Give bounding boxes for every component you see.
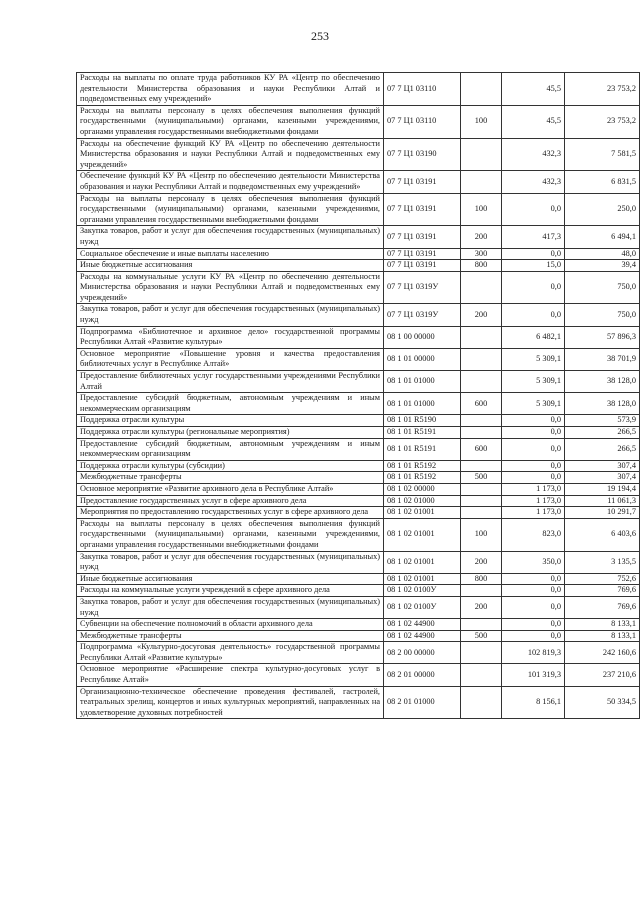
row-amount-1-cell: 0,0	[502, 596, 565, 618]
table-row	[77, 495, 640, 507]
row-expense-type-cell: 500	[461, 630, 502, 642]
row-amount-1-cell: 0,0	[502, 585, 565, 597]
table-row	[77, 483, 640, 495]
table-row	[77, 472, 640, 484]
row-name-cell: Мероприятия по предоставлению государственных услуг в сфере архивного дела	[77, 507, 384, 519]
row-code-cell: 07 7 Ц1 03191	[384, 248, 461, 260]
row-amount-1-cell: 350,0	[502, 551, 565, 573]
row-expense-type-cell	[461, 686, 502, 719]
row-amount-1-cell: 432,3	[502, 138, 565, 171]
row-name-cell: Основное мероприятие «Развитие архивного дела в Республике Алтай»	[77, 483, 384, 495]
row-expense-type-cell: 800	[461, 260, 502, 272]
table-row	[77, 438, 640, 460]
table-row	[77, 393, 640, 415]
row-amount-1-cell: 0,0	[502, 193, 565, 226]
row-expense-type-cell: 200	[461, 226, 502, 248]
table-row	[77, 348, 640, 370]
row-amount-1-cell: 45,5	[502, 105, 565, 138]
row-amount-2-cell: 11 061,3	[565, 495, 640, 507]
row-name-cell: Организационно-техническое обеспечение проведения фестивалей, гастролей, театральных зрелищ, концертов и иных культурных мероприятий, направленных на удовлетворение духовных потребностей	[77, 686, 384, 719]
budget-table-body	[77, 73, 640, 719]
row-code-cell: 08 1 01 R5192	[384, 460, 461, 472]
row-amount-1-cell: 8 156,1	[502, 686, 565, 719]
row-name-cell: Подпрограмма «Культурно-досуговая деятельность» государственной программы Республики Алтай «Развитие культуры»	[77, 642, 384, 664]
table-row	[77, 415, 640, 427]
row-amount-1-cell: 432,3	[502, 171, 565, 193]
row-expense-type-cell: 200	[461, 304, 502, 326]
table-row	[77, 326, 640, 348]
row-amount-2-cell: 3 135,5	[565, 551, 640, 573]
row-expense-type-cell: 600	[461, 393, 502, 415]
row-name-cell: Закупка товаров, работ и услуг для обеспечения государственных (муниципальных) нужд	[77, 551, 384, 573]
row-expense-type-cell	[461, 642, 502, 664]
row-code-cell: 07 7 Ц1 0319У	[384, 304, 461, 326]
row-amount-1-cell: 45,5	[502, 73, 565, 106]
row-amount-2-cell: 19 194,4	[565, 483, 640, 495]
row-name-cell: Закупка товаров, работ и услуг для обеспечения государственных (муниципальных) нужд	[77, 304, 384, 326]
row-code-cell: 08 1 01 R5191	[384, 427, 461, 439]
budget-table	[76, 72, 640, 719]
table-row	[77, 138, 640, 171]
row-amount-1-cell: 101 319,3	[502, 664, 565, 686]
row-amount-1-cell: 15,0	[502, 260, 565, 272]
row-amount-2-cell: 48,0	[565, 248, 640, 260]
table-row	[77, 664, 640, 686]
row-expense-type-cell	[461, 415, 502, 427]
row-amount-2-cell: 38 128,0	[565, 393, 640, 415]
table-row	[77, 518, 640, 551]
table-row	[77, 193, 640, 226]
row-amount-1-cell: 0,0	[502, 415, 565, 427]
row-code-cell: 08 1 02 01001	[384, 551, 461, 573]
row-code-cell: 08 2 01 00000	[384, 664, 461, 686]
row-code-cell: 08 2 01 01000	[384, 686, 461, 719]
row-code-cell: 08 1 02 01001	[384, 573, 461, 585]
row-code-cell: 08 1 01 R5192	[384, 472, 461, 484]
row-code-cell: 07 7 Ц1 03191	[384, 171, 461, 193]
row-amount-2-cell: 23 753,2	[565, 73, 640, 106]
row-amount-1-cell: 5 309,1	[502, 348, 565, 370]
row-amount-1-cell: 0,0	[502, 248, 565, 260]
row-name-cell: Предоставление государственных услуг в сфере архивного дела	[77, 495, 384, 507]
row-expense-type-cell	[461, 73, 502, 106]
row-name-cell: Закупка товаров, работ и услуг для обеспечения государственных (муниципальных) нужд	[77, 226, 384, 248]
row-amount-2-cell: 307,4	[565, 460, 640, 472]
table-row	[77, 630, 640, 642]
row-name-cell: Расходы на выплаты персоналу в целях обеспечения выполнения функций государственными (муниципальными) органами, казенными учреждениями, органами управления государственными внебюджетными фондами	[77, 518, 384, 551]
row-amount-2-cell: 750,0	[565, 271, 640, 304]
row-amount-2-cell: 8 133,1	[565, 619, 640, 631]
row-amount-2-cell: 769,6	[565, 585, 640, 597]
row-amount-2-cell: 6 403,6	[565, 518, 640, 551]
row-amount-1-cell: 823,0	[502, 518, 565, 551]
row-name-cell: Обеспечение функций КУ РА «Центр по обеспечению деятельности Министерства образования и науки Республики Алтай и подведомственных ему учреждений»	[77, 171, 384, 193]
row-expense-type-cell	[461, 138, 502, 171]
row-amount-1-cell: 1 173,0	[502, 507, 565, 519]
table-row	[77, 686, 640, 719]
table-row	[77, 304, 640, 326]
row-amount-2-cell: 50 334,5	[565, 686, 640, 719]
row-name-cell: Поддержка отрасли культуры (региональные мероприятия)	[77, 427, 384, 439]
row-amount-1-cell: 0,0	[502, 619, 565, 631]
row-expense-type-cell: 300	[461, 248, 502, 260]
row-name-cell: Поддержка отрасли культуры (субсидии)	[77, 460, 384, 472]
table-row	[77, 427, 640, 439]
row-code-cell: 08 1 02 01001	[384, 507, 461, 519]
row-name-cell: Расходы на коммунальные услуги учреждений в сфере архивного дела	[77, 585, 384, 597]
row-amount-1-cell: 5 309,1	[502, 393, 565, 415]
row-code-cell: 07 7 Ц1 03191	[384, 260, 461, 272]
table-row	[77, 248, 640, 260]
row-amount-2-cell: 752,6	[565, 573, 640, 585]
row-name-cell: Предоставление субсидий бюджетным, автономным учреждениям и иным некоммерческим организациям	[77, 438, 384, 460]
row-code-cell: 08 1 02 44900	[384, 619, 461, 631]
table-row	[77, 271, 640, 304]
row-amount-1-cell: 0,0	[502, 427, 565, 439]
table-row	[77, 260, 640, 272]
row-amount-2-cell: 6 494,1	[565, 226, 640, 248]
row-expense-type-cell	[461, 371, 502, 393]
row-code-cell: 08 1 02 00000	[384, 483, 461, 495]
row-name-cell: Предоставление библиотечных услуг государственными учреждениями Республики Алтай	[77, 371, 384, 393]
row-code-cell: 08 1 01 01000	[384, 371, 461, 393]
table-row	[77, 619, 640, 631]
row-expense-type-cell: 800	[461, 573, 502, 585]
row-code-cell: 08 1 00 00000	[384, 326, 461, 348]
row-expense-type-cell	[461, 619, 502, 631]
row-amount-1-cell: 0,0	[502, 630, 565, 642]
table-row	[77, 226, 640, 248]
row-amount-2-cell: 573,9	[565, 415, 640, 427]
row-amount-1-cell: 0,0	[502, 271, 565, 304]
table-row	[77, 171, 640, 193]
table-row	[77, 460, 640, 472]
row-expense-type-cell	[461, 585, 502, 597]
row-amount-1-cell: 0,0	[502, 304, 565, 326]
row-name-cell: Расходы на выплаты персоналу в целях обеспечения выполнения функций государственными (муниципальными) органами, казенными учреждениями, органами управления государственными внебюджетными фондами	[77, 193, 384, 226]
row-code-cell: 08 2 00 00000	[384, 642, 461, 664]
row-expense-type-cell: 100	[461, 518, 502, 551]
row-amount-2-cell: 7 581,5	[565, 138, 640, 171]
row-amount-2-cell: 39,4	[565, 260, 640, 272]
row-amount-1-cell: 0,0	[502, 438, 565, 460]
row-amount-2-cell: 769,6	[565, 596, 640, 618]
row-amount-1-cell: 0,0	[502, 573, 565, 585]
row-code-cell: 07 7 Ц1 03190	[384, 138, 461, 171]
table-row	[77, 551, 640, 573]
table-row	[77, 507, 640, 519]
row-name-cell: Подпрограмма «Библиотечное и архивное дело» государственной программы Республики Алтай «Развитие культуры»	[77, 326, 384, 348]
row-amount-2-cell: 6 831,5	[565, 171, 640, 193]
row-name-cell: Социальное обеспечение и иные выплаты населению	[77, 248, 384, 260]
row-name-cell: Иные бюджетные ассигнования	[77, 260, 384, 272]
row-amount-1-cell: 417,3	[502, 226, 565, 248]
row-code-cell: 07 7 Ц1 03191	[384, 226, 461, 248]
table-row	[77, 585, 640, 597]
row-expense-type-cell	[461, 507, 502, 519]
row-expense-type-cell	[461, 326, 502, 348]
row-name-cell: Основное мероприятие «Расширение спектра культурно-досуговых услуг в Республике Алтай»	[77, 664, 384, 686]
row-code-cell: 08 1 01 R5191	[384, 438, 461, 460]
row-amount-1-cell: 0,0	[502, 460, 565, 472]
row-name-cell: Закупка товаров, работ и услуг для обеспечения государственных (муниципальных) нужд	[77, 596, 384, 618]
row-name-cell: Предоставление субсидий бюджетным, автономным учреждениям и иным некоммерческим организациям	[77, 393, 384, 415]
row-code-cell: 07 7 Ц1 03110	[384, 73, 461, 106]
row-expense-type-cell: 500	[461, 472, 502, 484]
row-code-cell: 08 1 01 R5190	[384, 415, 461, 427]
row-amount-1-cell: 6 482,1	[502, 326, 565, 348]
row-amount-2-cell: 250,0	[565, 193, 640, 226]
row-code-cell: 08 1 02 0100У	[384, 596, 461, 618]
row-amount-2-cell: 8 133,1	[565, 630, 640, 642]
row-code-cell: 08 1 02 44900	[384, 630, 461, 642]
table-row	[77, 371, 640, 393]
row-amount-2-cell: 38 128,0	[565, 371, 640, 393]
row-code-cell: 07 7 Ц1 03191	[384, 193, 461, 226]
row-name-cell: Расходы на коммунальные услуги КУ РА «Центр по обеспечению деятельности Министерства образования и науки Республики Алтай и подведомственных ему учреждений»	[77, 271, 384, 304]
row-expense-type-cell	[461, 348, 502, 370]
row-code-cell: 08 1 01 00000	[384, 348, 461, 370]
row-expense-type-cell	[461, 171, 502, 193]
row-name-cell: Иные бюджетные ассигнования	[77, 573, 384, 585]
row-name-cell: Субвенции на обеспечение полномочий в области архивного дела	[77, 619, 384, 631]
row-expense-type-cell	[461, 483, 502, 495]
row-name-cell: Межбюджетные трансферты	[77, 472, 384, 484]
row-code-cell: 07 7 Ц1 03110	[384, 105, 461, 138]
row-expense-type-cell	[461, 271, 502, 304]
row-expense-type-cell: 600	[461, 438, 502, 460]
page-number: 253	[311, 29, 329, 43]
row-amount-1-cell: 5 309,1	[502, 371, 565, 393]
row-expense-type-cell: 100	[461, 105, 502, 138]
row-amount-2-cell: 266,5	[565, 438, 640, 460]
row-name-cell: Межбюджетные трансферты	[77, 630, 384, 642]
row-name-cell: Расходы на обеспечение функций КУ РА «Центр по обеспечению деятельности Министерства образования и науки Республики Алтай и подведомственных ему учреждений»	[77, 138, 384, 171]
row-amount-2-cell: 38 701,9	[565, 348, 640, 370]
row-amount-2-cell: 307,4	[565, 472, 640, 484]
row-code-cell: 08 1 02 01001	[384, 518, 461, 551]
row-amount-2-cell: 242 160,6	[565, 642, 640, 664]
table-row	[77, 73, 640, 106]
row-amount-1-cell: 0,0	[502, 472, 565, 484]
row-amount-2-cell: 10 291,7	[565, 507, 640, 519]
row-name-cell: Поддержка отрасли культуры	[77, 415, 384, 427]
table-row	[77, 642, 640, 664]
row-amount-2-cell: 750,0	[565, 304, 640, 326]
row-amount-2-cell: 266,5	[565, 427, 640, 439]
row-amount-2-cell: 23 753,2	[565, 105, 640, 138]
row-amount-1-cell: 102 819,3	[502, 642, 565, 664]
row-expense-type-cell	[461, 427, 502, 439]
row-code-cell: 07 7 Ц1 0319У	[384, 271, 461, 304]
table-row	[77, 105, 640, 138]
row-amount-1-cell: 1 173,0	[502, 483, 565, 495]
row-expense-type-cell: 200	[461, 596, 502, 618]
table-row	[77, 596, 640, 618]
row-code-cell: 08 1 02 01000	[384, 495, 461, 507]
row-expense-type-cell	[461, 495, 502, 507]
row-name-cell: Основное мероприятие «Повышение уровня и качества предоставления библиотечных услуг в Республике Алтай»	[77, 348, 384, 370]
row-code-cell: 08 1 01 01000	[384, 393, 461, 415]
row-name-cell: Расходы на выплаты по оплате труда работников КУ РА «Центр по обеспечению деятельности Министерства образования и науки Республики Алтай и подведомственных ему учреждений»	[77, 73, 384, 106]
row-code-cell: 08 1 02 0100У	[384, 585, 461, 597]
row-name-cell: Расходы на выплаты персоналу в целях обеспечения выполнения функций государственными (муниципальными) органами, казенными учреждениями, органами управления государственными внебюджетными фондами	[77, 105, 384, 138]
row-amount-1-cell: 1 173,0	[502, 495, 565, 507]
row-expense-type-cell	[461, 664, 502, 686]
table-row	[77, 573, 640, 585]
row-expense-type-cell: 200	[461, 551, 502, 573]
row-amount-2-cell: 57 896,3	[565, 326, 640, 348]
row-expense-type-cell	[461, 460, 502, 472]
row-expense-type-cell: 100	[461, 193, 502, 226]
row-amount-2-cell: 237 210,6	[565, 664, 640, 686]
